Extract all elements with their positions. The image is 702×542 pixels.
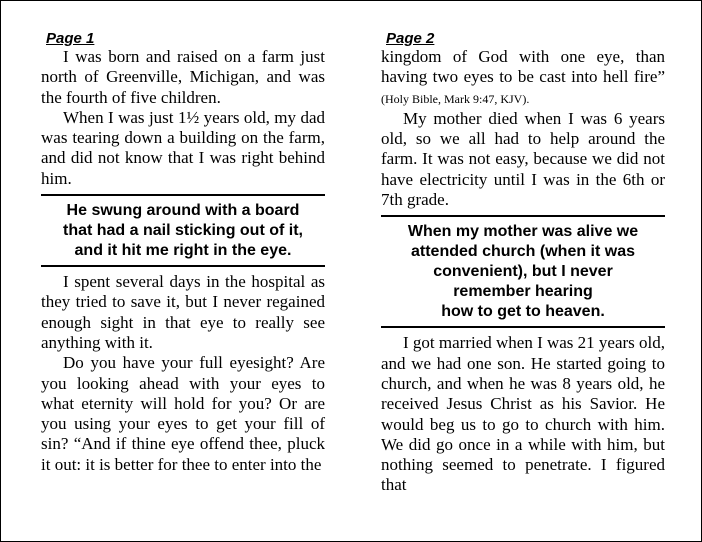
page-2-callout-line: attended church (when it was — [410, 243, 636, 261]
page-1 — [41, 31, 325, 475]
page-1-callout-line: that had a nail sticking out of it, — [62, 222, 303, 240]
page-2 — [381, 31, 665, 496]
page-1-paragraph-4: Do you have your full eyesight? Are you looking ahead with your eyes to what eternity will hold for you? Or are you using your eyes to get your fill of sin? “And if thine eye offend thee, pluck it out: it is better for thee to enter into the — [41, 353, 325, 474]
page-1-paragraph-3: I spent several days in the hospital as they tried to save it, but I never regained enough sight in that eye to really see anything with it. — [41, 272, 325, 352]
page-2-paragraph-2: My mother died when I was 6 years old, so we all had to help around the farm. It was not easy, because we did not have electricity until I was in the 6th or 7th grade. — [381, 108, 665, 210]
page-2-label: Page 2 — [386, 30, 435, 47]
scripture-reference: (Holy Bible, Mark 9:47, KJV). — [381, 91, 530, 106]
page-1-label: Page 1 — [46, 30, 95, 47]
page-1-callout — [41, 194, 325, 267]
page-2-callout — [381, 215, 665, 328]
page-1-callout-line: and it hit me right in the eye. — [74, 242, 292, 260]
page-2-callout-line: convenient), but I never — [433, 263, 613, 281]
page-1-paragraph-1: I was born and raised on a farm just north of Greenville, Michigan, and was the fourth of five children. — [41, 47, 325, 107]
page-2-callout-line: remember hearing — [453, 283, 593, 301]
page-2-paragraph-1-text: kingdom of God with one eye, than having two eyes to be cast into hell fire” — [381, 47, 665, 87]
page-1-paragraph-2: When I was just 1½ years old, my dad was tearing down a building on the farm, and did not know that I was right behind him. — [41, 107, 325, 188]
page-2-callout-line: how to get to heaven. — [441, 303, 605, 321]
page-2-paragraph-3: I got married when I was 21 years old, and we had one son. He started going to church, and when he was 8 years old, he received Jesus Christ as his Savior. He would beg us to go to church with him. We did go once in a while with him, but nothing seemed to penetrate. I figured that — [381, 333, 666, 495]
page-2-callout-line: When my mother was alive we — [407, 223, 639, 241]
page-2-paragraph-1 — [381, 47, 665, 109]
page-1-callout-line: He swung around with a board — [66, 202, 300, 220]
